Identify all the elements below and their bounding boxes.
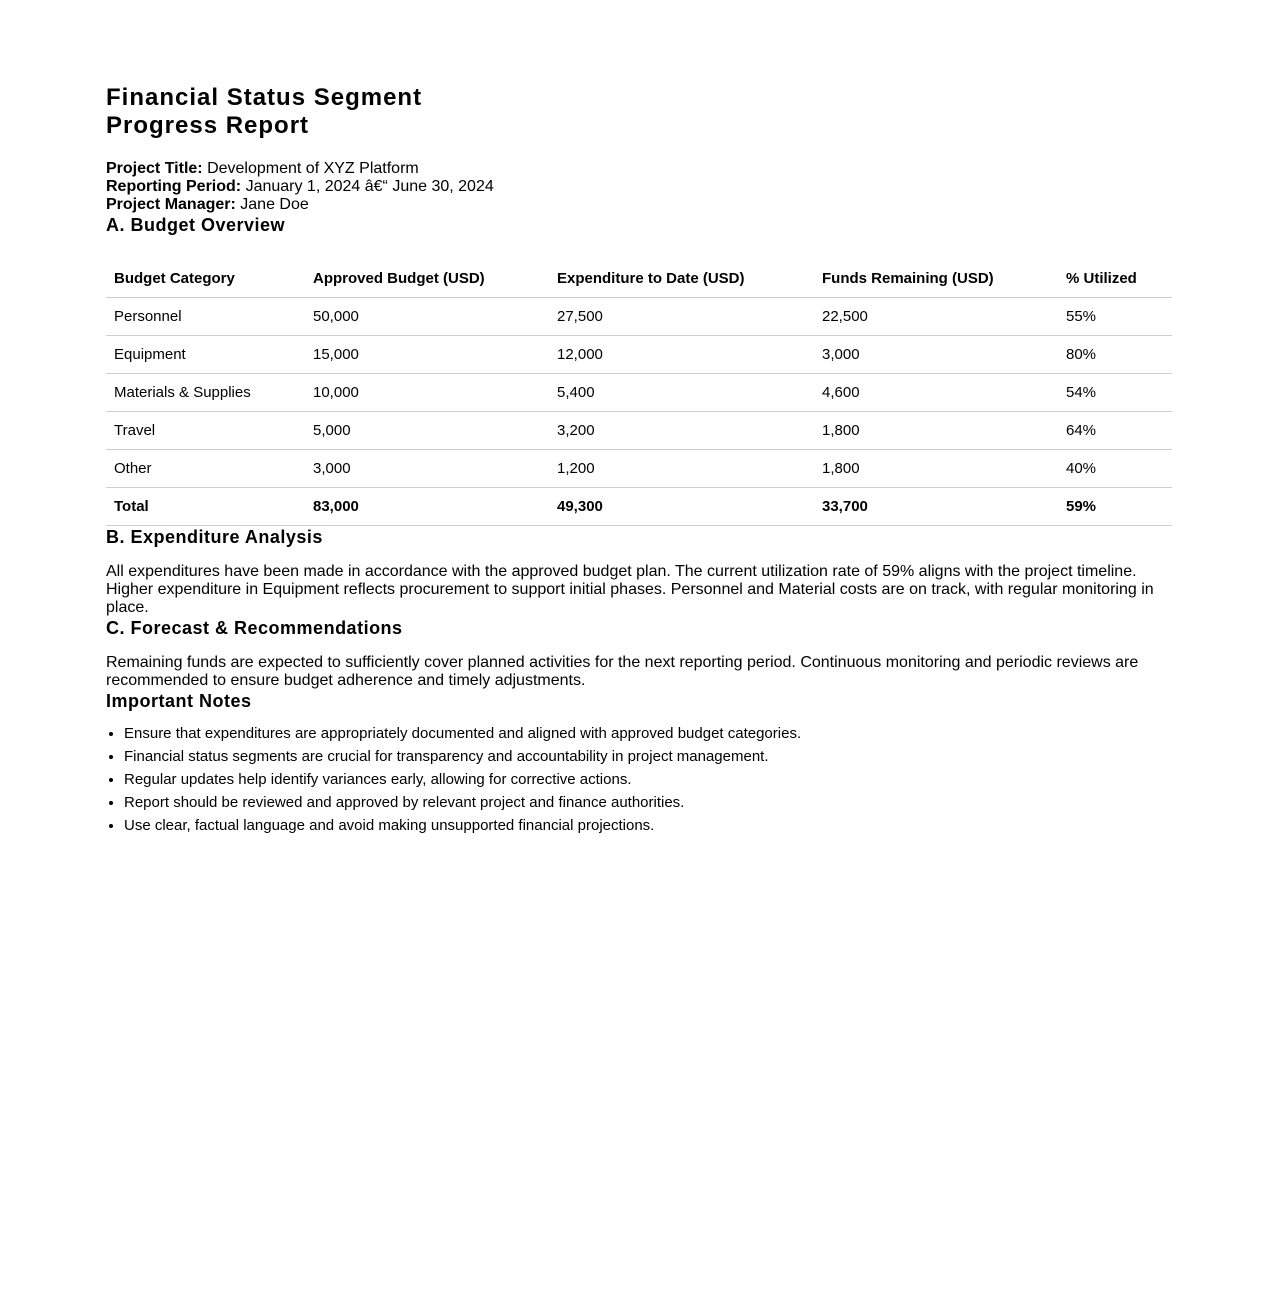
table-cell: 5,400 [549,374,814,412]
expenditure-analysis-text: All expenditures have been made in accordance with the approved budget plan. The current utilization rate of 59% aligns with the project timeline. Higher expenditure in Equipment reflects procurement to support initial phases. Personnel and Material costs are on track, with regular monitoring in place. [106,563,1154,616]
page-title-line-2: Progress Report [106,112,310,139]
table-cell: Materials & Supplies [106,374,305,412]
table-cell: 15,000 [305,336,549,374]
budget-overview-heading: A. Budget Overview [106,215,286,235]
meta-label: Reporting Period: [106,178,242,195]
table-row [106,450,1172,488]
meta-label: Project Manager: [106,196,236,213]
meta-value: Development of XYZ Platform [207,160,419,177]
table-cell: 59% [1058,488,1172,526]
table-row [106,412,1172,450]
project-meta [106,160,1172,214]
table-cell: 49,300 [549,488,814,526]
table-row [106,374,1172,412]
table-cell: Personnel [106,298,305,336]
important-notes-list [106,722,1172,837]
table-row [106,298,1172,336]
table-cell: 40% [1058,450,1172,488]
meta-label: Project Title: [106,160,203,177]
budget-table [106,260,1172,526]
table-cell: Travel [106,412,305,450]
table-cell: 1,800 [814,412,1058,450]
column-header: Budget Category [106,260,305,298]
table-cell: 64% [1058,412,1172,450]
list-item: • Ensure that expenditures are appropriately documented and aligned with approved budget categories. [124,722,1172,745]
table-cell: 27,500 [549,298,814,336]
list-item: • Report should be reviewed and approved by relevant project and finance authorities. [124,791,1172,814]
meta-project-manager [106,196,1172,214]
page-title-line-1: Financial Status Segment [106,84,423,111]
meta-reporting-period [106,178,1172,196]
table-cell: 5,000 [305,412,549,450]
table-cell: 80% [1058,336,1172,374]
table-cell: 3,000 [814,336,1058,374]
table-cell: 55% [1058,298,1172,336]
table-cell: Equipment [106,336,305,374]
table-cell: 1,200 [549,450,814,488]
table-cell: 54% [1058,374,1172,412]
list-item: • Regular updates help identify variances early, allowing for corrective actions. [124,768,1172,791]
forecast-text: Remaining funds are expected to sufficiently cover planned activities for the next reporting period. Continuous monitoring and periodic reviews are recommended to ensure budget adherence and timely adjustments. [106,654,1139,689]
page-title [106,84,1172,140]
column-header: Approved Budget (USD) [305,260,549,298]
meta-value: Jane Doe [240,196,309,213]
table-row [106,336,1172,374]
table-cell: 3,000 [305,450,549,488]
column-header: Funds Remaining (USD) [814,260,1058,298]
column-header: Expenditure to Date (USD) [549,260,814,298]
meta-project-title [106,160,1172,178]
table-cell: 50,000 [305,298,549,336]
meta-value: January 1, 2024 â€“ June 30, 2024 [245,178,494,195]
table-cell: 33,700 [814,488,1058,526]
table-total-row [106,488,1172,526]
table-cell: 22,500 [814,298,1058,336]
table-cell: 3,200 [549,412,814,450]
table-cell: Other [106,450,305,488]
important-notes-heading: Important Notes [106,691,252,711]
table-header-row [106,260,1172,298]
list-item: • Use clear, factual language and avoid making unsupported financial projections. [124,814,1172,837]
expenditure-analysis-heading: B. Expenditure Analysis [106,527,323,547]
column-header: % Utilized [1058,260,1172,298]
table-cell: 1,800 [814,450,1058,488]
table-cell: Total [106,488,305,526]
table-cell: 83,000 [305,488,549,526]
forecast-heading: C. Forecast & Recommendations [106,618,403,638]
table-cell: 12,000 [549,336,814,374]
table-cell: 10,000 [305,374,549,412]
list-item: • Financial status segments are crucial for transparency and accountability in project management. [124,745,1172,768]
table-cell: 4,600 [814,374,1058,412]
